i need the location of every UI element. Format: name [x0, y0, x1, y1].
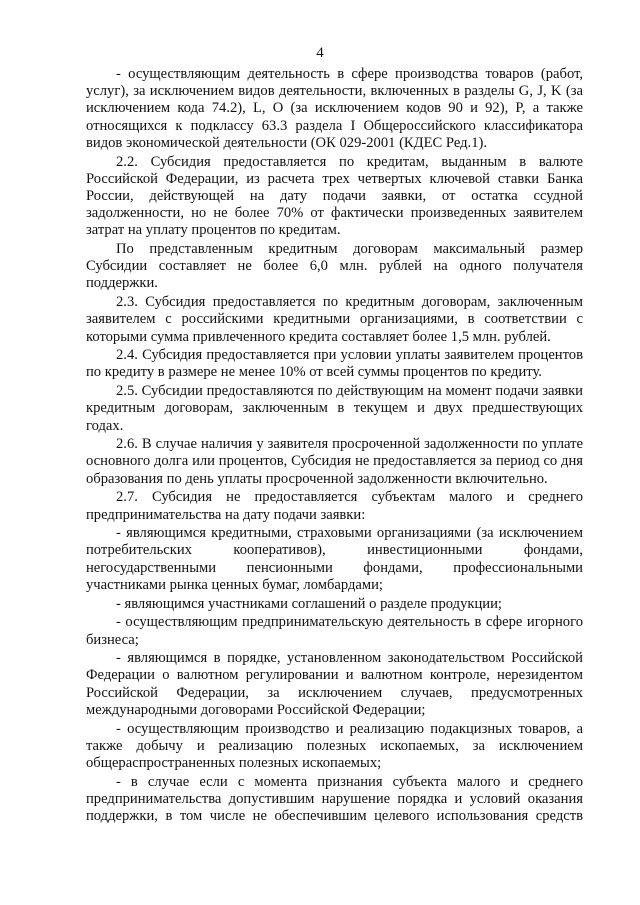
document-body: [86, 66, 583, 827]
paragraph-2-3: 2.3. Субсидия предоставляется по кредитным договорам, заключенным заявителем с российскими кредитными организациями, в соответствии с которыми сумма привлеченного кредита составляет более 1,5 млн. рублей.: [86, 294, 583, 345]
page-number: 4: [316, 45, 324, 61]
list-item-excise-goods: - осуществляющим производство и реализацию подакцизных товаров, а также добычу и реализацию полезных ископаемых, за исключением общераспространенных полезных ископаемых;: [86, 720, 583, 771]
paragraph-activity-scope: - осуществляющим деятельность в сфере производства товаров (работ, услуг), за исключением видов деятельности, включенных в разделы G, J, K (за исключением кода 74.2), L, O (за исключением кодов 90 и 92), P, а также относящихся к подклассу 63.3 раздела I Общероссийского классификатора видов экономической деятельности (ОК 029-2001 (КДЕС Ред.1).: [86, 66, 583, 151]
list-item-credit-organizations: - являющимся кредитными, страховыми организациями (за исключением потребительских кооперативов), инвестиционными фондами, негосударственными пенсионными фондами, профессиональными участниками рынка ценных бумаг, ломбардами;: [86, 525, 583, 593]
paragraph-2-2: 2.2. Субсидия предоставляется по кредитам, выданным в валюте Российской Федерации, из расчета трех четвертых ключевой ставки Банка России, действующей на дату подачи заявки, от остатка ссудной задолженности, но не более 70% от фактически произведенных заявителем затрат на уплату процентов по кредитам.: [86, 153, 583, 239]
paragraph-2-5: 2.5. Субсидии предоставляются по действующим на момент подачи заявки кредитным договорам, заключенным в текущем и двух предшествующих годах.: [86, 383, 583, 434]
paragraph-2-6: 2.6. В случае наличия у заявителя просроченной задолженности по уплате основного долга или процентов, Субсидия не предоставляется за период со дня образования по день уплаты просроченной задолженности включительно.: [86, 436, 583, 487]
list-item-violation: - в случае если с момента признания субъекта малого и среднего предпринимательства допустившим нарушение порядка и условий оказания поддержки, в том числе не обеспечившим целевого использования средств: [86, 773, 583, 825]
list-item-production-sharing: - являющимся участниками соглашений о разделе продукции;: [116, 595, 502, 612]
paragraph-2-4: 2.4. Субсидия предоставляется при условии уплаты заявителем процентов по кредиту в размере не менее 10% от всей суммы процентов по кредиту.: [86, 347, 583, 381]
paragraph-2-7: 2.7. Субсидия не предоставляется субъектам малого и среднего предпринимательства на дату подачи заявки:: [86, 489, 583, 523]
list-item-gambling: - осуществляющим предпринимательскую деятельность в сфере игорного бизнеса;: [86, 614, 583, 648]
list-item-nonresident: - являющимся в порядке, установленном законодательством Российской Федерации о валютном регулировании и валютном контроле, нерезидентом Российской Федерации, за исключением случаев, предусмотренных международными договорами Российской Федерации;: [86, 650, 583, 718]
paragraph-max-subsidy: По представленным кредитным договорам максимальный размер Субсидии составляет не более 6,0 млн. рублей на одного получателя поддержки.: [86, 241, 583, 292]
